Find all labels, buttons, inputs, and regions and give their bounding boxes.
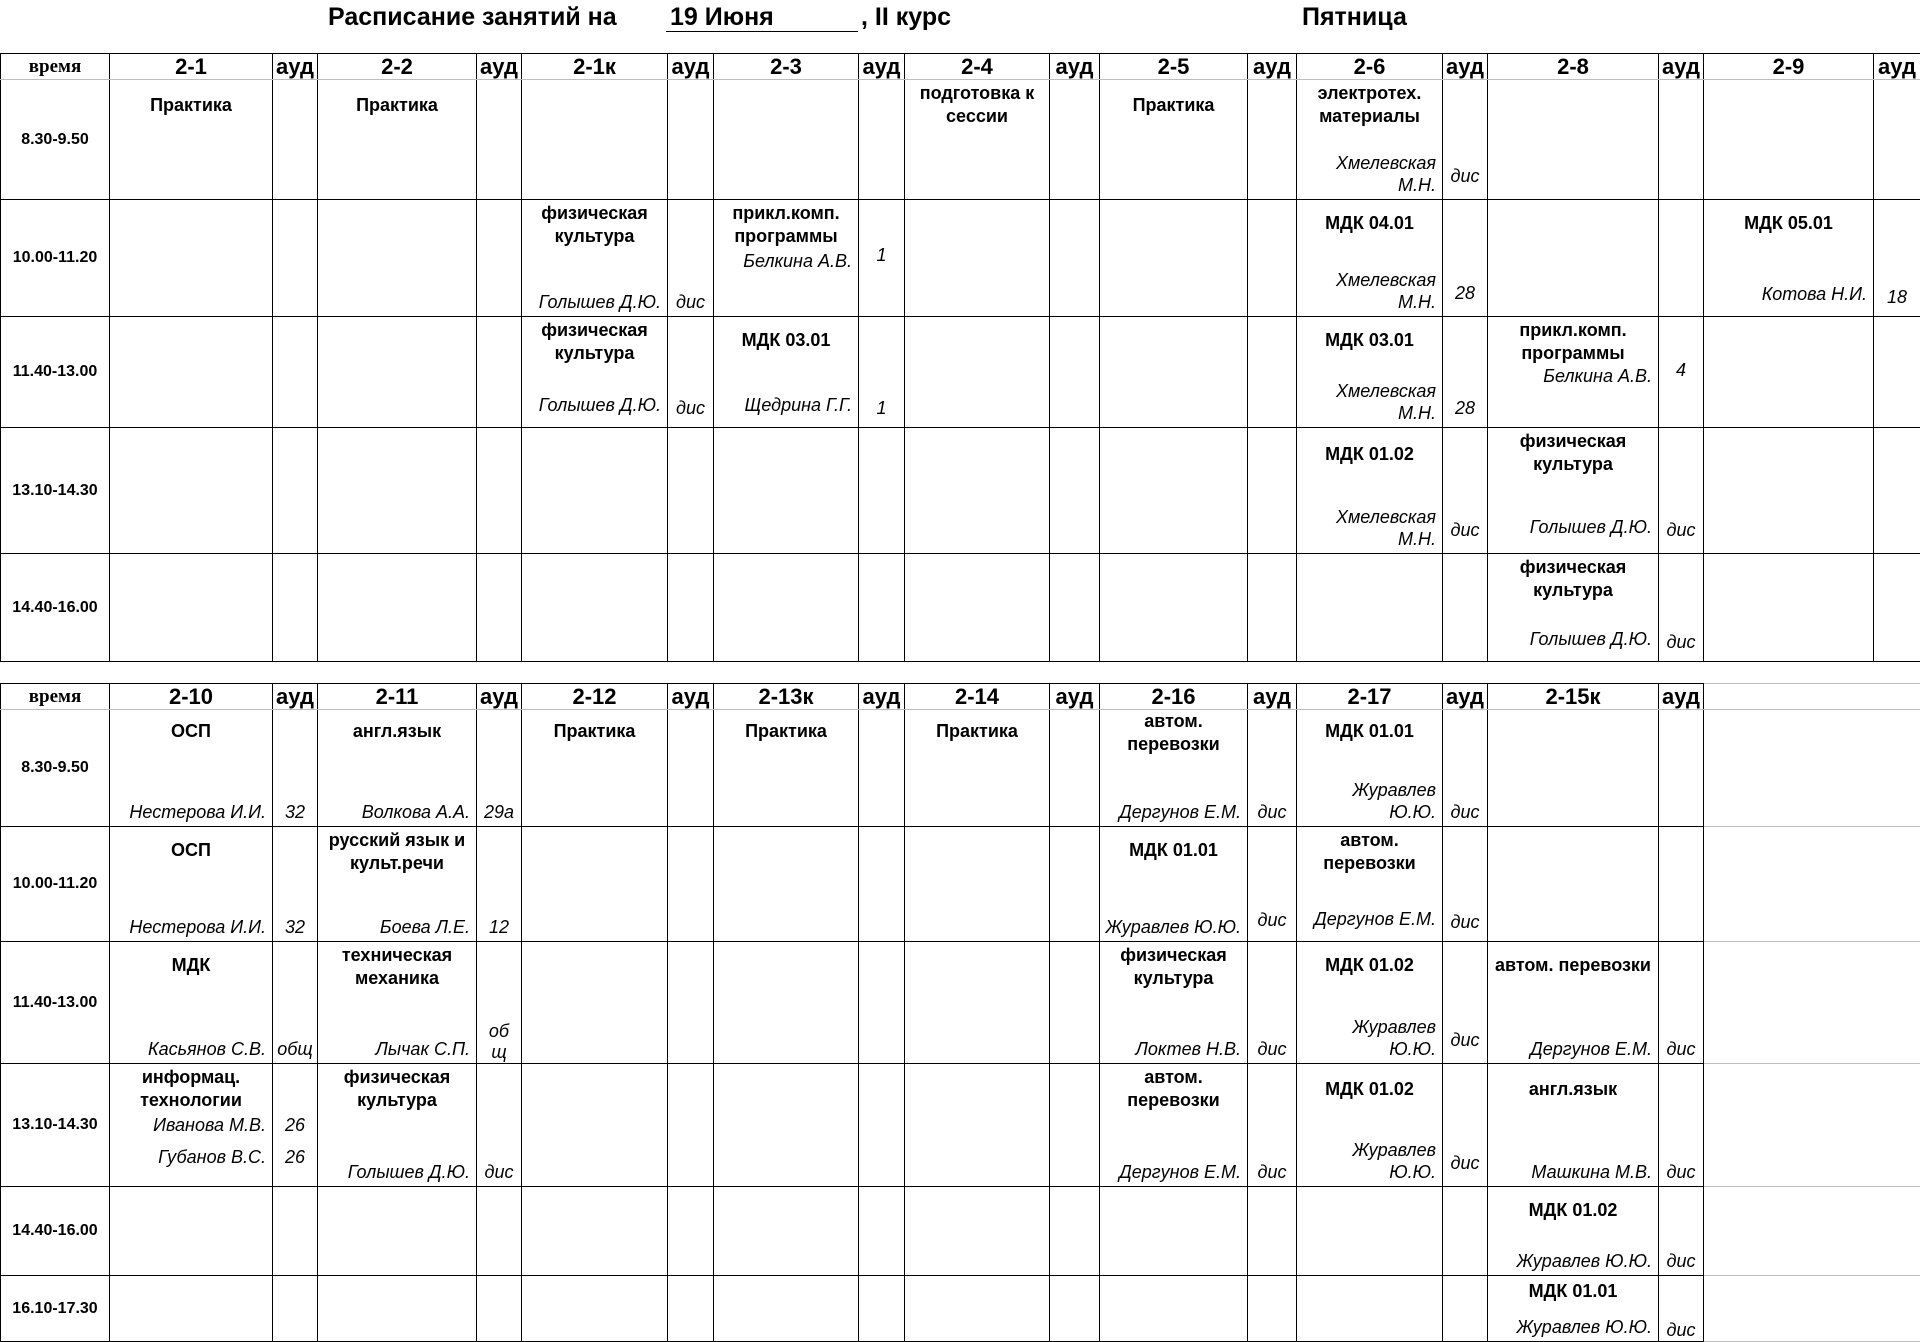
subject-label: прикл.комп. программы <box>714 200 858 248</box>
group-header: 2-11 <box>318 684 477 710</box>
teacher-label: Хмелевская М.Н. <box>1297 152 1442 199</box>
subject-label: МДК <box>110 942 272 977</box>
teacher-label: Машкина М.В. <box>1488 1161 1658 1186</box>
subject-label: техническая механика <box>318 942 476 990</box>
subject-label: МДК 01.01 <box>1297 710 1442 743</box>
subject-label: МДК 05.01 <box>1704 200 1873 235</box>
teacher-label: Голышев Д.Ю. <box>522 291 667 316</box>
room-value: дис <box>1659 519 1703 541</box>
teacher-label: Белкина А.В. <box>1488 365 1658 390</box>
course-label: , II курс <box>861 2 951 32</box>
table-row <box>1 827 1920 942</box>
teacher-label: Касьянов С.В. <box>110 1038 272 1063</box>
teacher-label: Хмелевская М.Н. <box>1297 380 1442 427</box>
room-column-header: ауд <box>1248 684 1297 710</box>
subject-label: МДК 01.02 <box>1297 428 1442 466</box>
table-row <box>1 1276 1920 1342</box>
room-value: 32 <box>273 801 317 823</box>
table-row <box>1 200 1920 317</box>
subject-label: электротех. материалы <box>1297 80 1442 128</box>
room-value: дис <box>1443 519 1487 541</box>
teacher-label: Журавлев Ю.Ю. <box>1297 1016 1442 1063</box>
room-value: дис <box>1443 801 1487 823</box>
room-value: дис <box>1443 1152 1487 1174</box>
room-value: дис <box>1443 165 1487 187</box>
room-value: дис <box>1248 1161 1296 1183</box>
room-value: 12 <box>477 916 521 938</box>
subject-label: прикл.комп. программы <box>1488 317 1658 365</box>
time-column-header: время <box>1 54 110 80</box>
teacher-label: Нестерова И.И. <box>110 916 272 941</box>
teacher-label: Щедрина Г.Г. <box>714 394 858 419</box>
teacher-label: Голышев Д.Ю. <box>1488 628 1658 653</box>
room-column-header: ауд <box>668 684 714 710</box>
subject-label: МДК 04.01 <box>1297 200 1442 235</box>
subject-label: МДК 03.01 <box>714 317 858 352</box>
teacher-label: Голышев Д.Ю. <box>1488 516 1658 541</box>
room-column-header: ауд <box>1050 684 1100 710</box>
teacher-label: Хмелевская М.Н. <box>1297 269 1442 316</box>
room-value: дис <box>1443 1029 1487 1051</box>
schedule-title: Расписание занятий на <box>328 2 617 32</box>
subject-label: Практика <box>318 80 476 117</box>
group-header: 2-1 <box>110 54 273 80</box>
table-row <box>1 942 1920 1064</box>
group-header: 2-9 <box>1704 54 1874 80</box>
teacher-label: Дергунов Е.М. <box>1100 1161 1247 1186</box>
room-column-header: ауд <box>477 684 522 710</box>
subject-label: русский язык и культ.речи <box>318 827 476 875</box>
group-header: 2-13к <box>714 684 859 710</box>
room-value: 29а <box>477 801 521 823</box>
subject-label: автом. перевозки <box>1488 942 1658 977</box>
room-column-header: ауд <box>668 54 714 80</box>
teacher-label: Дергунов Е.М. <box>1100 801 1247 826</box>
room-value: дис <box>1248 909 1296 931</box>
time-column-header: время <box>1 684 110 710</box>
teacher-label: Боева Л.Е. <box>318 916 476 941</box>
room-column-header: ауд <box>477 54 522 80</box>
teacher-label: Журавлев Ю.Ю. <box>1297 779 1442 826</box>
table-row <box>1 1187 1920 1276</box>
group-header: 2-17 <box>1297 684 1443 710</box>
room-value: дис <box>668 397 713 419</box>
room-value: 4 <box>1659 317 1703 381</box>
teacher-label: Голышев Д.Ю. <box>318 1161 476 1186</box>
group-header: 2-6 <box>1297 54 1443 80</box>
time-slot: 13.10-14.30 <box>1 428 110 554</box>
room-column-header: ауд <box>1443 54 1488 80</box>
table-row <box>1 80 1920 200</box>
table-row <box>1 554 1920 662</box>
subject-label: Практика <box>714 710 858 743</box>
subject-label: физическая культура <box>522 200 667 248</box>
subject-label: физическая культура <box>1100 942 1247 990</box>
schedule-date: 19 Июня <box>666 2 858 32</box>
room-column-header: ауд <box>1443 684 1488 710</box>
subject-label: МДК 01.02 <box>1297 1064 1442 1101</box>
group-header-row <box>1 684 1920 710</box>
group-header: 2-16 <box>1100 684 1248 710</box>
group-header-row <box>1 54 1920 80</box>
subject-label: автом. перевозки <box>1100 710 1247 756</box>
subject-label: МДК 01.01 <box>1100 827 1247 862</box>
teacher-label: Котова Н.И. <box>1704 283 1873 308</box>
group-header: 2-4 <box>905 54 1050 80</box>
subject-label: автом. перевозки <box>1100 1064 1247 1112</box>
time-slot: 11.40-13.00 <box>1 317 110 428</box>
subject-label: физическая культура <box>522 317 667 365</box>
subject-label: МДК 01.02 <box>1297 942 1442 977</box>
room-value: общ <box>273 1038 317 1060</box>
time-slot: 16.10-17.30 <box>1 1276 110 1342</box>
room-value: дис <box>1248 1038 1296 1060</box>
subject-label: англ.язык <box>1488 1064 1658 1101</box>
room-column-header: ауд <box>1659 54 1704 80</box>
schedule-header <box>0 0 1920 50</box>
subject-label: МДК 03.01 <box>1297 317 1442 352</box>
teacher-label: Волкова А.А. <box>318 801 476 826</box>
room-value: дис <box>1659 1038 1703 1060</box>
room-value: дис <box>477 1161 521 1183</box>
teacher-label: Дергунов Е.М. <box>1488 1038 1658 1063</box>
room-column-header: ауд <box>1874 54 1920 80</box>
subject-label: автом. перевозки <box>1297 827 1442 875</box>
group-header: 2-10 <box>110 684 273 710</box>
teacher-label: Локтев Н.В. <box>1100 1038 1247 1063</box>
room-column-header: ауд <box>859 684 905 710</box>
subject-label: информац. технологии <box>110 1064 272 1112</box>
room-column-header: ауд <box>273 684 318 710</box>
group-header: 2-5 <box>1100 54 1248 80</box>
room-value: 28 <box>1443 282 1487 304</box>
teacher-label: Лычак С.П. <box>318 1038 476 1063</box>
room-value: дис <box>1659 1250 1703 1272</box>
teacher-label: Журавлев Ю.Ю. <box>1488 1250 1658 1275</box>
room-value: дис <box>1443 911 1487 933</box>
room-value: дис <box>668 291 713 313</box>
room-value: 26 <box>273 1064 317 1136</box>
subject-label: ОСП <box>110 827 272 862</box>
time-slot: 13.10-14.30 <box>1 1064 110 1187</box>
subject-label: ОСП <box>110 710 272 743</box>
subject-label: МДК 01.01 <box>1488 1276 1658 1303</box>
group-header: 2-3 <box>714 54 859 80</box>
time-slot: 14.40-16.00 <box>1 1187 110 1276</box>
teacher-label: Голышев Д.Ю. <box>522 394 667 419</box>
room-value: дис <box>1248 801 1296 823</box>
subject-label: МДК 01.02 <box>1488 1187 1658 1222</box>
time-slot: 14.40-16.00 <box>1 554 110 662</box>
room-column-header: ауд <box>859 54 905 80</box>
teacher-label: Нестерова И.И. <box>110 801 272 826</box>
subject-label: Практика <box>522 710 667 743</box>
room-value: дис <box>1659 631 1703 653</box>
subject-label: Практика <box>110 80 272 117</box>
table-row <box>1 1064 1920 1187</box>
room-column-header: ауд <box>1248 54 1297 80</box>
teacher-label: Белкина А.В. <box>714 248 858 275</box>
block-separator <box>0 659 1920 684</box>
table-row <box>1 317 1920 428</box>
teacher-label: Журавлев Ю.Ю. <box>1488 1316 1658 1341</box>
teacher-label-secondary: Губанов В.С. <box>110 1136 272 1168</box>
time-slot: 11.40-13.00 <box>1 942 110 1064</box>
teacher-label: Хмелевская М.Н. <box>1297 506 1442 553</box>
table-row <box>1 710 1920 827</box>
time-slot: 8.30-9.50 <box>1 80 110 200</box>
time-slot: 10.00-11.20 <box>1 200 110 317</box>
group-header: 2-14 <box>905 684 1050 710</box>
time-slot: 10.00-11.20 <box>1 827 110 942</box>
table-row <box>1 428 1920 554</box>
group-header: 2-1к <box>522 54 668 80</box>
subject-label: подготовка к сессии <box>905 80 1049 128</box>
schedule-table-block1 <box>0 53 1920 662</box>
subject-label: физическая культура <box>1488 554 1658 602</box>
subject-label: Практика <box>1100 80 1247 117</box>
room-column-header: ауд <box>273 54 318 80</box>
subject-label: физическая культура <box>318 1064 476 1112</box>
room-value: об щ <box>487 1021 511 1063</box>
group-header: 2-2 <box>318 54 477 80</box>
time-slot: 8.30-9.50 <box>1 710 110 827</box>
teacher-label: Журавлев Ю.Ю. <box>1297 1139 1442 1186</box>
room-value: 1 <box>859 200 904 266</box>
room-value-secondary: 26 <box>273 1136 317 1168</box>
room-value: 18 <box>1874 286 1920 308</box>
teacher-label: Иванова М.В. <box>110 1112 272 1136</box>
subject-label: Практика <box>905 710 1049 743</box>
subject-label: физическая культура <box>1488 428 1658 476</box>
weekday-label: Пятница <box>1302 2 1407 32</box>
group-header: 2-12 <box>522 684 668 710</box>
room-value: 28 <box>1443 397 1487 419</box>
teacher-label: Журавлев Ю.Ю. <box>1100 916 1247 941</box>
teacher-label: Дергунов Е.М. <box>1297 908 1442 933</box>
room-value: 32 <box>273 916 317 938</box>
room-column-header: ауд <box>1050 54 1100 80</box>
group-header: 2-15к <box>1488 684 1659 710</box>
room-value: дис <box>1659 1319 1703 1341</box>
schedule-table-block2 <box>0 683 1920 1342</box>
group-header: 2-8 <box>1488 54 1659 80</box>
room-value: дис <box>1659 1161 1703 1183</box>
subject-label: англ.язык <box>318 710 476 743</box>
room-column-header: ауд <box>1659 684 1704 710</box>
room-value: 1 <box>859 397 904 419</box>
